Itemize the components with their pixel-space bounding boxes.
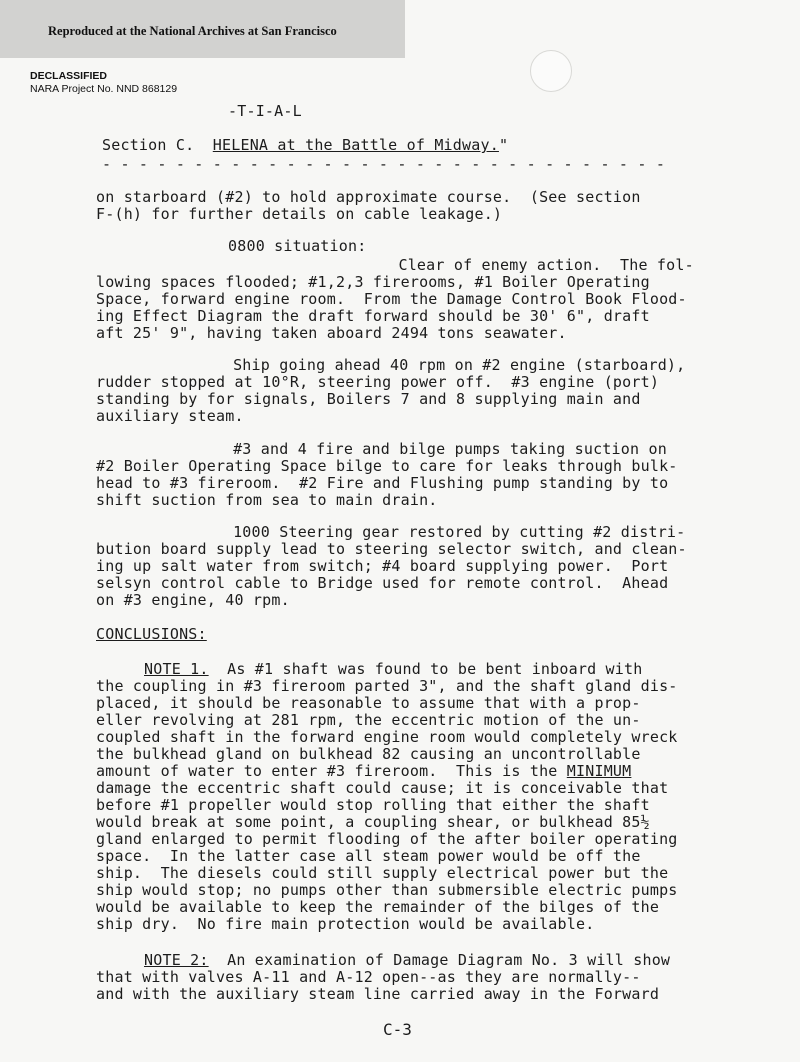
section-title — [102, 137, 508, 153]
text-line: ship would stop; no pumps other than submersible electric pumps — [96, 881, 678, 899]
note2-line-text: An examination of Damage Diagram No. 3 will show — [208, 951, 671, 969]
text-line: would break at some point, a coupling shear, or bulkhead 85½ — [96, 813, 650, 831]
conclusions-heading: CONCLUSIONS: — [96, 625, 207, 643]
text-line: #3 and 4 fire and bilge pumps taking suction on — [150, 440, 667, 458]
text-line: head to #3 fireroom. #2 Fire and Flushing pump standing by to — [96, 474, 669, 492]
text-line: and with the auxiliary steam line carried away in the Forward — [96, 985, 660, 1003]
text-line: damage the eccentric shaft could cause; it is conceivable that — [96, 779, 669, 797]
text-line: 1000 Steering gear restored by cutting #2 distri- — [150, 523, 686, 541]
note1-label: NOTE 1. — [144, 660, 209, 678]
classification-mark: -T-I-A-L — [228, 102, 302, 120]
text-line: on #3 engine, 40 rpm. — [96, 591, 290, 609]
text-line: Space, forward engine room. From the Damage Control Book Flood- — [96, 290, 687, 308]
text-line: on starboard (#2) to hold approximate course. (See section — [96, 188, 641, 206]
minimum-emphasis: MINIMUM — [566, 762, 632, 780]
text-line: gland enlarged to permit flooding of the after boiler operating — [96, 830, 678, 848]
text-line: #2 Boiler Operating Space bilge to care for leaks through bulk- — [96, 457, 678, 475]
punch-hole — [530, 50, 572, 92]
text-line: ing Effect Diagram the draft forward should be 30' 6", draft — [96, 307, 650, 325]
declassification-block — [30, 70, 177, 96]
nara-project-label: NARA Project No. NND 868129 — [30, 83, 178, 95]
text-line: standing by for signals, Boilers 7 and 8 supplying main and — [96, 390, 641, 408]
text-line: Clear of enemy action. The fol- — [260, 256, 694, 274]
note1-first-line — [144, 661, 642, 677]
situation-heading: 0800 situation: — [228, 237, 367, 255]
text-line — [96, 763, 631, 779]
archive-stamp-banner — [0, 0, 405, 58]
declassified-label: DECLASSIFIED — [30, 70, 108, 82]
text-line: aft 25' 9", having taken aboard 2494 tons seawater. — [96, 324, 567, 342]
section-title-name: HELENA at the Battle of Midway. — [212, 136, 499, 154]
text-line: before #1 propeller would stop rolling that either the shaft — [96, 796, 650, 814]
page-number: C-3 — [383, 1020, 412, 1039]
text-line: placed, it should be reasonable to assume that with a prop- — [96, 694, 641, 712]
note2-label: NOTE 2: — [144, 951, 209, 969]
archive-stamp-text: Reproduced at the National Archives at San Francisco — [48, 24, 337, 38]
dash-rule: - - - - - - - - - - - - - - - - - - - - - - - - - - - - - - - — [102, 155, 666, 173]
text-line: lowing spaces flooded; #1,2,3 firerooms, #1 Boiler Operating — [96, 273, 650, 291]
note2-first-line — [144, 952, 670, 968]
text-line: Ship going ahead 40 rpm on #2 engine (starboard), — [150, 356, 686, 374]
text-line: space. In the latter case all steam power would be off the — [96, 847, 641, 865]
text-line: the bulkhead gland on bulkhead 82 causing an uncontrollable — [96, 745, 641, 763]
note1-line-text: As #1 shaft was found to be bent inboard with — [208, 660, 643, 678]
text-line: eller revolving at 281 rpm, the eccentric motion of the un- — [96, 711, 641, 729]
text-line: bution board supply lead to steering selector switch, and clean- — [96, 540, 687, 558]
text-line: the coupling in #3 fireroom parted 3", and the shaft gland dis- — [96, 677, 678, 695]
text-line: rudder stopped at 10°R, steering power off. #3 engine (port) — [96, 373, 660, 391]
text-line: F-(h) for further details on cable leakage.) — [96, 205, 503, 223]
text-line: auxiliary steam. — [96, 407, 244, 425]
text-line: that with valves A-11 and A-12 open--as they are normally-- — [96, 968, 641, 986]
section-title-prefix: Section C. — [102, 136, 195, 154]
text-line: selsyn control cable to Bridge used for remote control. Ahead — [96, 574, 669, 592]
text-line: ship. The diesels could still supply electrical power but the — [96, 864, 669, 882]
text-line: ing up salt water from switch; #4 board supplying power. Port — [96, 557, 669, 575]
note1-line-text: amount of water to enter #3 fireroom. This is the — [96, 762, 567, 780]
text-line: would be available to keep the remainder of the bilges of the — [96, 898, 660, 916]
section-title-suffix: " — [498, 136, 509, 154]
text-line: coupled shaft in the forward engine room would completely wreck — [96, 728, 678, 746]
text-line: ship dry. No fire main protection would be available. — [96, 915, 595, 933]
text-line: shift suction from sea to main drain. — [96, 491, 438, 509]
